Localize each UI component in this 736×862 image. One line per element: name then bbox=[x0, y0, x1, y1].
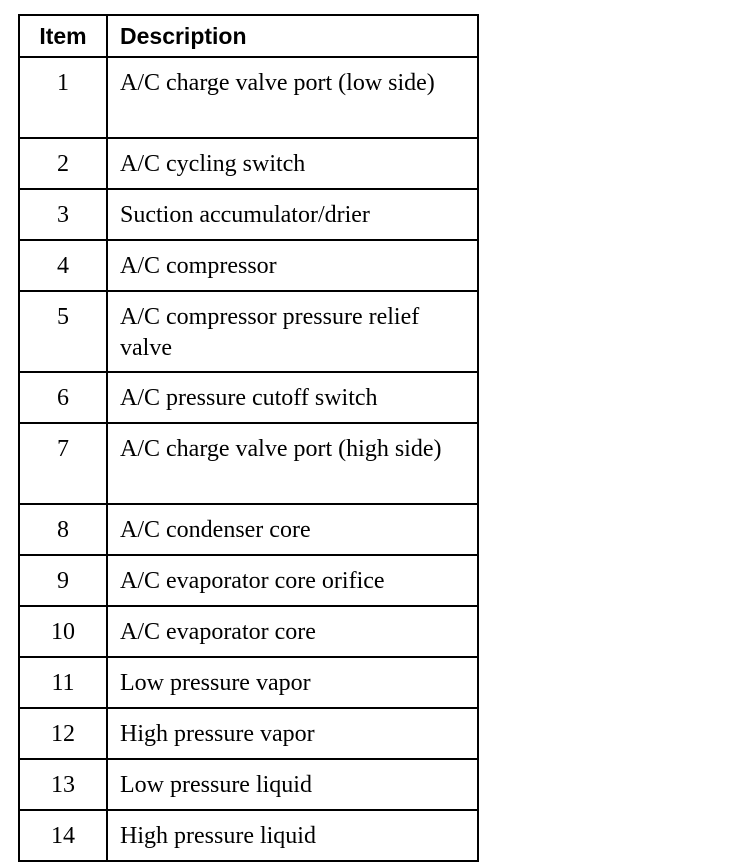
item-number: 12 bbox=[19, 708, 107, 759]
item-description: Low pressure vapor bbox=[107, 657, 478, 708]
legend-table bbox=[18, 14, 479, 862]
item-number: 4 bbox=[19, 240, 107, 291]
item-description: A/C compressor pressure relief valve bbox=[107, 291, 478, 372]
item-description: A/C compressor bbox=[107, 240, 478, 291]
item-number: 1 bbox=[19, 57, 107, 138]
item-description: High pressure liquid bbox=[107, 810, 478, 861]
table-row bbox=[19, 810, 478, 861]
item-number: 7 bbox=[19, 423, 107, 504]
column-header-description: Description bbox=[107, 15, 478, 57]
item-number: 8 bbox=[19, 504, 107, 555]
table-row bbox=[19, 504, 478, 555]
item-description: High pressure vapor bbox=[107, 708, 478, 759]
item-number: 2 bbox=[19, 138, 107, 189]
table-row bbox=[19, 759, 478, 810]
item-description: A/C pressure cutoff switch bbox=[107, 372, 478, 423]
table-row bbox=[19, 291, 478, 372]
item-description: A/C evaporator core orifice bbox=[107, 555, 478, 606]
item-description: A/C charge valve port (high side) bbox=[107, 423, 478, 504]
item-number: 14 bbox=[19, 810, 107, 861]
item-number: 3 bbox=[19, 189, 107, 240]
item-number: 9 bbox=[19, 555, 107, 606]
item-number: 10 bbox=[19, 606, 107, 657]
table-row bbox=[19, 606, 478, 657]
item-number: 6 bbox=[19, 372, 107, 423]
table-row bbox=[19, 138, 478, 189]
table-row bbox=[19, 57, 478, 138]
table-row bbox=[19, 708, 478, 759]
item-description: Low pressure liquid bbox=[107, 759, 478, 810]
column-header-item: Item bbox=[19, 15, 107, 57]
item-description: A/C evaporator core bbox=[107, 606, 478, 657]
item-description: Suction accumulator/drier bbox=[107, 189, 478, 240]
item-description: A/C charge valve port (low side) bbox=[107, 57, 478, 138]
table-row bbox=[19, 555, 478, 606]
item-number: 13 bbox=[19, 759, 107, 810]
item-number: 11 bbox=[19, 657, 107, 708]
item-description: A/C cycling switch bbox=[107, 138, 478, 189]
table-row bbox=[19, 423, 478, 504]
table-row bbox=[19, 657, 478, 708]
table-row bbox=[19, 189, 478, 240]
table-header-row bbox=[19, 15, 478, 57]
item-description: A/C condenser core bbox=[107, 504, 478, 555]
item-number: 5 bbox=[19, 291, 107, 372]
table-row bbox=[19, 240, 478, 291]
table-row bbox=[19, 372, 478, 423]
